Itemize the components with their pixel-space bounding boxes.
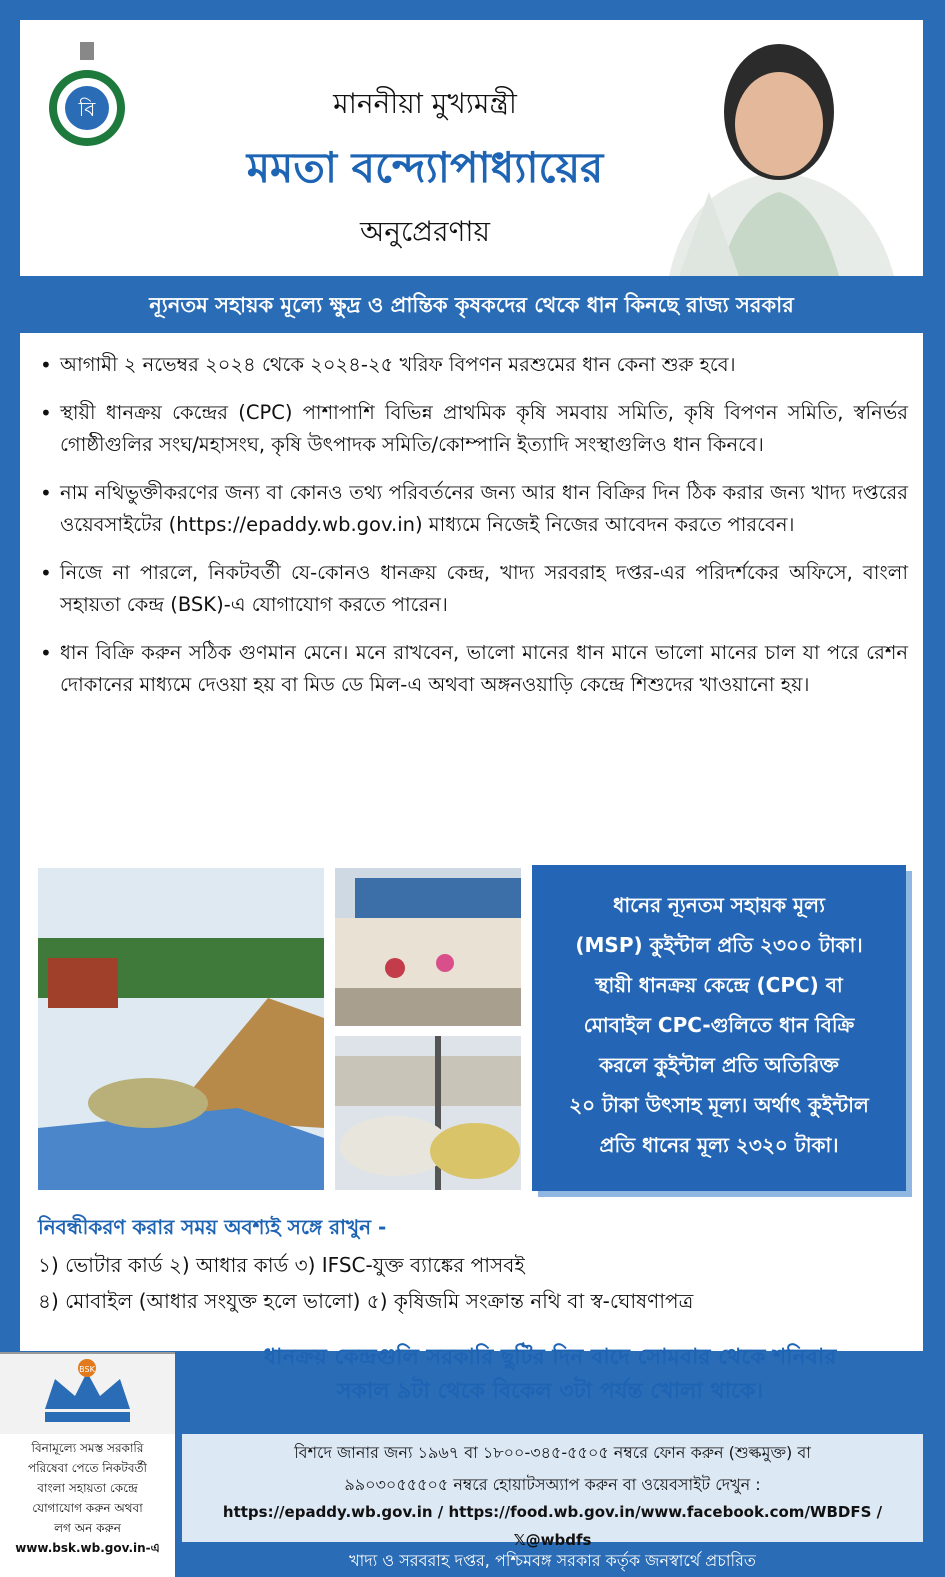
- contact-links[interactable]: https://epaddy.wb.gov.in / https://food.wb.gov.in/www.facebook.com/WBDFS / 𝕏@wbdfs: [222, 1503, 883, 1549]
- paddy-field-photo: [38, 868, 324, 1190]
- timing-line: ধানক্রয় কেন্দ্রগুলি সরকারি ছুটির দিন বাদে সোমবার থেকে শনিবার: [263, 1345, 837, 1370]
- bsk-line: বিনামূল্যে সমস্ত সরকারি: [31, 1441, 144, 1455]
- bsk-url[interactable]: www.bsk.wb.gov.in-এ: [15, 1541, 160, 1555]
- main-body: [20, 333, 923, 1404]
- state-emblem-icon: [42, 40, 132, 150]
- bsk-logo-text: BSK: [79, 1365, 95, 1374]
- msp-line: ২০ টাকা উৎসাহ মূল্য। অর্থাৎ কুইন্টাল: [569, 1093, 869, 1117]
- bsk-panel: [0, 1352, 175, 1577]
- msp-line: প্রতি ধানের মূল্য ২৩২০ টাকা।: [599, 1133, 839, 1157]
- list-item: • নিজে না পারলে, নিকটবর্তী যে-কোনও ধানক্রয় কেন্দ্র, খাদ্য সরবরাহ দপ্তর-এর পরিদর্শকের অফিসে, বাংলা সহায়তা কেন্দ্র (BSK)-এ যোগাযোগ করতে পারেন।: [38, 557, 908, 621]
- header-panel: [20, 20, 923, 276]
- registration-line: ৪) মোবাইল (আধার সংযুক্ত হলে ভালো) ৫) কৃষিজমি সংক্রান্ত নথি বা স্ব-ঘোষণাপত্র: [38, 1289, 694, 1313]
- footer-credit: খাদ্য ও সরবরাহ দপ্তর, পশ্চিমবঙ্গ সরকার কর্তৃক জনস্বার্থে প্রচারিত: [349, 1551, 756, 1570]
- chief-minister-portrait: [649, 32, 909, 276]
- header-line1: মাননীয়া মুখ্যমন্ত্রী: [333, 87, 517, 120]
- bsk-crown-icon: [0, 1354, 175, 1434]
- list-item: • আগামী ২ নভেম্বর ২০২৪ থেকে ২০২৪-২৫ খরিফ বিপণন মরশুমের ধান কেনা শুরু হবে।: [38, 349, 908, 381]
- info-list: [38, 349, 908, 717]
- procurement-centre-photo: [335, 868, 521, 1026]
- bsk-text: [0, 1438, 175, 1558]
- header-text: [170, 82, 680, 257]
- registration-line: ১) ভোটার কার্ড ২) আধার কার্ড ৩) IFSC-যুক্ত ব্যাঙ্কের পাসবই: [38, 1253, 525, 1277]
- headline-banner: ন্যূনতম সহায়ক মূল্যে ক্ষুদ্র ও প্রান্তিক কৃষকদের থেকে ধান কিনছে রাজ্য সরকার: [149, 293, 794, 317]
- list-item: • স্থায়ী ধানক্রয় কেন্দ্রের (CPC) পাশাপাশি বিভিন্ন প্রাথমিক কৃষি সমবায় সমিতি, কৃষি বিপণন সমিতি, স্বনির্ভর গোষ্ঠীগুলির সংঘ/মহাসংঘ, কৃষি উৎপাদক সমিতি/কোম্পানি ইত্যাদি সংস্থাগুলিও ধান কিনবে।: [38, 397, 908, 461]
- list-item: • ধান বিক্রি করুন সঠিক গুণমান মেনে। মনে রাখবেন, ভালো মানের ধান মানে ভালো মানের চাল যা পরে রেশন দোকানের মাধ্যমে দেওয়া হয় বা মিড ডে মিল-এ অথবা অঙ্গনওয়াড়ি কেন্দ্রে শিশুদের খাওয়ানো হয়।: [38, 637, 908, 701]
- list-item: • নাম নথিভুক্তীকরণের জন্য বা কোনও তথ্য পরিবর্তনের জন্য আর ধান বিক্রির দিন ঠিক করার জন্য খাদ্য দপ্তরের ওয়েবসাইটের (https://epaddy.wb.gov.in) মাধ্যমে নিজেই নিজের আবেদন করতে পারবেন।: [38, 477, 908, 541]
- bsk-line: বাংলা সহায়তা কেন্দ্রে: [37, 1481, 138, 1495]
- timing-line: সকাল ৯টা থেকে বিকেল ৩টা পর্যন্ত খোলা থাকে।: [336, 1379, 764, 1404]
- paddy-bags-photo: [335, 1036, 521, 1190]
- header-name: মমতা বন্দ্যোপাধ্যায়ের: [246, 143, 604, 192]
- contact-line: বিশদে জানার জন্য ১৯৬৭ বা ১৮০০-৩৪৫-৫৫০৫ নম্বরে ফোন করুন (শুল্কমুক্ত) বা: [294, 1443, 811, 1462]
- header-line3: অনুপ্রেরণায়: [359, 215, 491, 248]
- msp-line: ধানের ন্যূনতম সহায়ক মূল্য: [613, 893, 825, 917]
- contact-panel: [182, 1434, 923, 1549]
- bsk-line: পরিষেবা পেতে নিকটবর্তী: [28, 1461, 147, 1475]
- contact-line: ৯৯০৩০৫৫৫০৫ নম্বরে হোয়াটসঅ্যাপ করুন বা ওয়েবসাইট দেখুন :: [344, 1475, 761, 1494]
- msp-line: করলে কুইন্টাল প্রতি অতিরিক্ত: [599, 1053, 839, 1077]
- bsk-line: লগ অন করুন: [54, 1521, 121, 1535]
- registration-title: নিবন্ধীকরণ করার সময় অবশ্যই সঙ্গে রাখুন -: [38, 1215, 387, 1239]
- msp-line: স্থায়ী ধানক্রয় কেন্দ্রে (CPC) বা: [595, 973, 843, 997]
- msp-info-box: [532, 865, 906, 1191]
- msp-line: (MSP) কুইন্টাল প্রতি ২৩০০ টাকা।: [575, 933, 863, 957]
- bsk-line: যোগাযোগ করুন অথবা: [32, 1501, 143, 1515]
- svg-text:বি: বি: [78, 97, 96, 121]
- timing-notice: [200, 1341, 900, 1409]
- msp-line: মোবাইল CPC-গুলিতে ধান বিক্রি: [583, 1013, 855, 1037]
- bsk-logo: [0, 1354, 175, 1434]
